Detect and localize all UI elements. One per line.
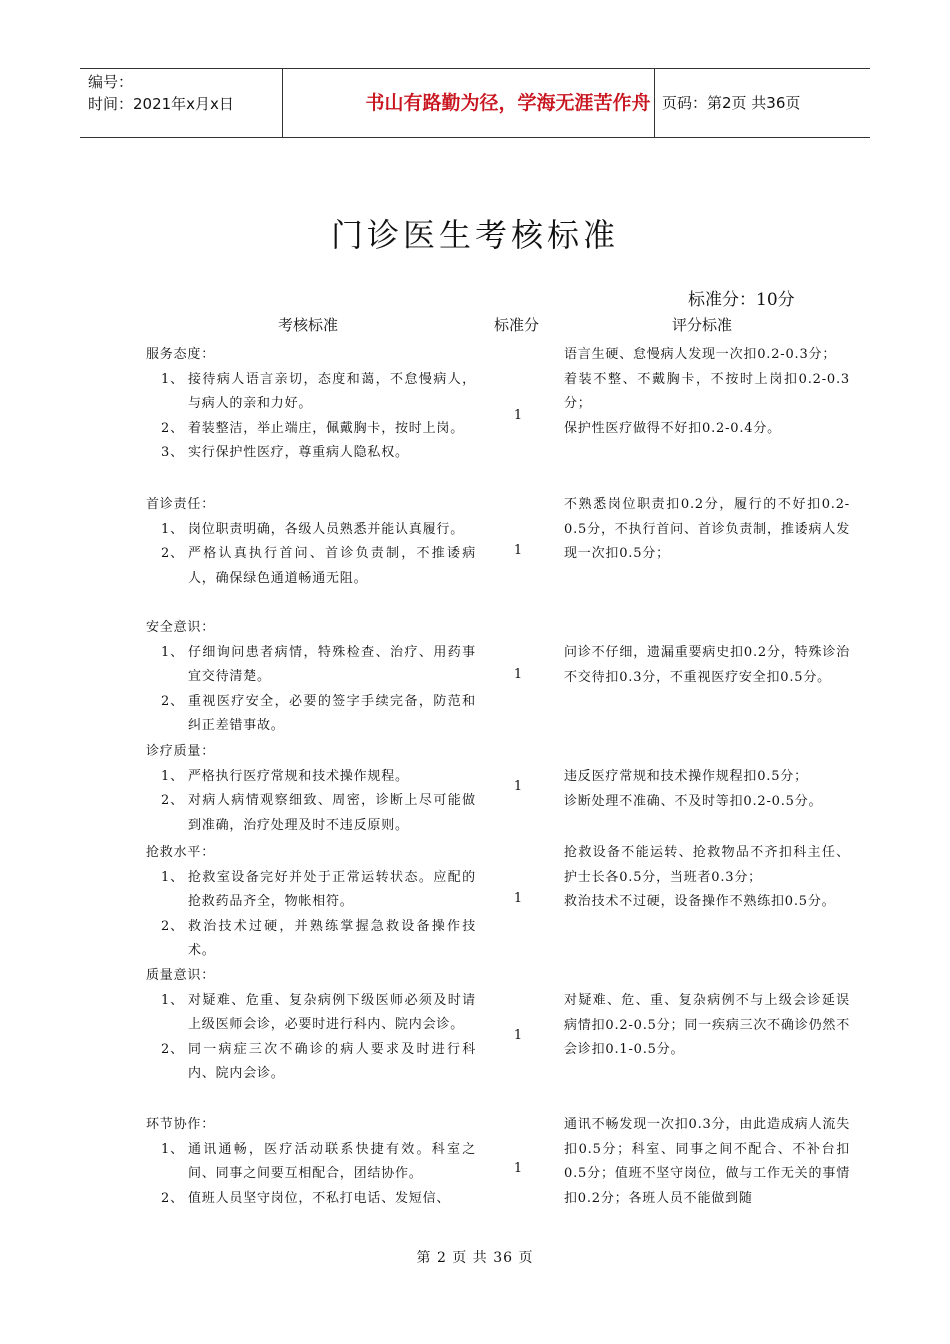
section-first-visit [146,493,476,591]
page-footer: 第 2 页 共 36 页 [416,1250,534,1266]
item-text: 救治技术过硬，并熟练掌握急救设备操作技术。 [188,918,476,958]
rule-line: 着装不整、不戴胸卡，不按时上岗扣0.2-0.3分； [564,371,850,411]
item-number: 1、 [161,869,184,885]
number-label: 编号： [88,73,134,91]
item-text: 严格认真执行首问、首诊负责制，不推诿病人，确保绿色通道畅通无阻。 [188,546,476,586]
list-item [146,518,476,543]
item-text: 岗位职责明确，各级人员熟悉并能认真履行。 [188,521,465,537]
list-item [146,441,476,466]
item-text: 对疑难、危重、复杂病例下级医师必须及时请上级医师会诊，必要时进行科内、院内会诊。 [188,992,476,1032]
column-header-rules: 评分标准 [672,316,733,334]
section-rules [564,343,850,441]
item-text: 同一病症三次不确诊的病人要求及时进行科内、院内会诊。 [188,1041,476,1081]
section-rules [564,765,850,814]
header-divider [654,69,655,137]
section-rescue [146,841,476,964]
column-header-score: 标准分 [494,316,540,334]
header-motto: 书山有路勤为径，学海无涯苦作舟 [365,92,651,114]
section-title: 服务态度： [146,347,216,362]
section-quality-awareness [146,964,476,1087]
list-item [146,866,476,915]
section-title: 环节协作： [146,1117,216,1132]
item-number: 2、 [161,693,184,709]
section-rules [564,641,850,690]
item-number: 2、 [161,793,184,808]
item-number: 2、 [161,1190,184,1206]
item-number: 1、 [161,992,184,1008]
list-item [146,989,476,1038]
rule-line: 救治技术不过硬，设备操作不熟练扣0.5分。 [564,894,836,909]
item-number: 1、 [161,644,184,660]
item-number: 1、 [161,1141,184,1157]
section-diagnosis-quality [146,740,476,838]
item-number: 1、 [161,371,184,387]
list-item [146,417,476,442]
item-number: 1、 [161,521,184,537]
item-text: 接待病人语言亲切，态度和蔼，不怠慢病人，与病人的亲和力好。 [188,371,476,411]
item-text: 抢救室设备完好并处于正常运转状态。应配的抢救药品齐全，物帐相符。 [188,869,476,909]
section-score: 1 [513,891,523,906]
item-number: 2、 [161,420,184,436]
section-score: 1 [513,667,523,682]
section-coordination [146,1113,476,1211]
section-rules [564,493,850,567]
list-item [146,789,476,838]
section-score: 1 [513,543,523,558]
list-item [146,542,476,591]
item-number: 3、 [161,445,184,460]
section-title: 诊疗质量： [146,744,216,759]
rule-line: 通讯不畅发现一次扣0.3分，由此造成病人流失扣0.5分；科室、同事之间不配合、不补台扣0.5分；值班不坚守岗位，做与工作无关的事情扣0.2分；各班人员不能做到随 [564,1117,850,1206]
section-rules [564,989,850,1063]
item-number: 1、 [161,768,184,784]
list-item [146,690,476,739]
section-title: 质量意识： [146,968,216,983]
header-meta [88,71,234,115]
item-number: 2、 [161,1041,184,1057]
item-text: 仔细询问患者病情，特殊检查、治疗、用药事宜交待清楚。 [188,644,476,684]
section-score: 1 [513,408,523,423]
list-item [146,641,476,690]
list-item [146,1187,476,1212]
item-number: 2、 [161,546,184,561]
rule-line: 违反医疗常规和技术操作规程扣0.5分； [564,769,808,784]
list-item [146,915,476,964]
rule-line: 问诊不仔细，遗漏重要病史扣0.2分，特殊诊治不交待扣0.3分，不重视医疗安全扣0.5分。 [564,645,850,685]
rule-line: 保护性医疗做得不好扣0.2-0.4分。 [564,420,781,436]
section-title: 抢救水平： [146,845,216,860]
rule-line: 不熟悉岗位职责扣0.2分，履行的不好扣0.2-0.5分，不执行首问、首诊负责制，推诿病人发现一次扣0.5分； [564,497,850,561]
section-title: 首诊责任： [146,497,216,512]
section-score: 1 [513,1028,523,1043]
section-safety [146,616,476,739]
rule-line: 语言生硬、怠慢病人发现一次扣0.2-0.3分； [564,347,837,362]
item-text: 着装整洁，举止端庄，佩戴胸卡，按时上岗。 [188,420,465,436]
item-number: 2、 [161,918,184,934]
item-text: 实行保护性医疗，尊重病人隐私权。 [188,445,409,460]
rule-line: 诊断处理不准确、不及时等扣0.2-0.5分。 [564,793,823,809]
item-text: 重视医疗安全，必要的签字手续完备，防范和纠正差错事故。 [188,693,476,733]
list-item [146,368,476,417]
section-score: 1 [513,1161,523,1176]
item-text: 通讯通畅，医疗活动联系快捷有效。科室之间、同事之间要互相配合，团结协作。 [188,1141,476,1181]
item-text: 对病人病情观察细致、周密，诊断上尽可能做到准确，治疗处理及时不违反原则。 [188,793,476,833]
page-header [80,68,870,138]
list-item [146,765,476,790]
section-service-attitude [146,343,476,466]
list-item [146,1038,476,1087]
item-text: 严格执行医疗常规和技术操作规程。 [188,768,409,784]
list-item [146,1138,476,1187]
item-text: 值班人员坚守岗位，不私打电话、发短信、 [188,1190,451,1206]
section-rules [564,1113,850,1211]
standard-total: 标准分：10分 [688,290,795,310]
header-pager: 页码：第2页 共36页 [662,94,801,112]
rule-line: 抢救设备不能运转、抢救物品不齐扣科主任、护士长各0.5分，当班者0.3分； [564,845,850,885]
section-score: 1 [513,779,523,794]
document-title: 门诊医生考核标准 [330,216,619,254]
column-header-criteria: 考核标准 [278,316,339,334]
section-rules [564,841,850,915]
section-title: 安全意识： [146,620,216,635]
time-label: 时间：2021年x月x日 [88,95,234,113]
rule-line: 对疑难、危、重、复杂病例不与上级会诊延误病情扣0.2-0.5分；同一疾病三次不确诊仍然不会诊扣0.1-0.5分。 [564,993,850,1057]
